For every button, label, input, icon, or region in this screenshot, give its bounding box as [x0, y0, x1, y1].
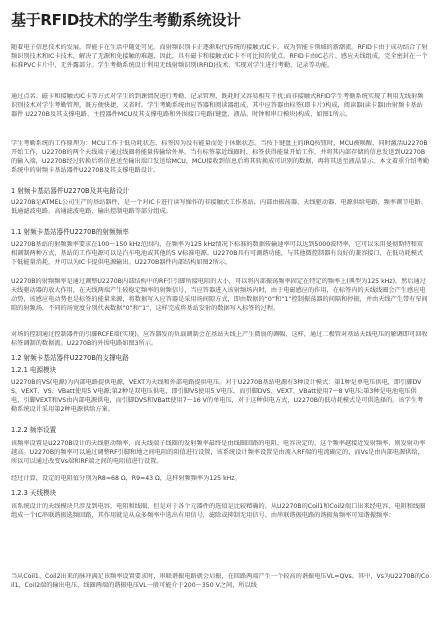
antenna-paragraph-continued: 当从Coil1、Coil2出来的脉冲满足该频率设置要求时，串联谐振电路就会启振，在回路两端产生一个较高的谐振电压VL=QVs。其中，Vs为U2270B的Coil1、Coil2端的输出电压，线圈两端的谐振电压VL一般可能介于200～350 V之间，所以线	[11, 573, 429, 589]
section-1-1-heading: 1.1 射频卡基站器件U2270B的射频频率	[11, 228, 129, 236]
section-1-1-paragraph-c: 对场的控制通过控制器件的引脚RCFE端(实现)。应答器发的负载调制会在基站天线上产生微弱的调幅，这样，通过二极管对基站天线电压的解调即可回收标签调制的数据流。U2270B的外围电路如图3所示。	[11, 331, 428, 347]
section-1-2-1-heading: 1.2.1 电源模块	[11, 366, 57, 374]
section-1-2-heading: 1.2 射频卡基站器件U2270B的支撑电路	[11, 354, 129, 362]
section-1-2-2-heading: 1.2.2 频率设置	[11, 426, 57, 434]
overview-paragraph: 通过点名、磁卡和接触式IC卡等方式对学生的到课情况进行考勤、记录管理，既耗时又容易相互干扰;而非接触式RFID学生考勤系统实现了利用无线射频识别技术对学生考勤管理，既方便快捷，又省时。学生考勤系统由应答器和阅读器组成，其中应答器由标签(即卡片)构成，阅读器(读卡器)由射频卡基站器件 U2270B及其支撑电路、主控器件MCU及其支撑电路和外围接口电路(键盘、液晶、时钟和串口模块)构成，如图1所示。	[11, 93, 424, 118]
section-1-paragraph: U2270B是ATMEL公司生产的基站器件，是一个对IC卡进行读写操作的非接触式工作基站，内部由振荡器、天线驱动器、电源供给电路、频率调节电路、低通滤波电路、高通滤波电路、输出控制电路等部分组成。	[11, 199, 427, 215]
section-1-1-paragraph-b: U2270B的射频频率是通过调整U2270B内部结构中的RF引引脚所接电阻的大小，可以将内部振荡频率固定在特定的频率上(典型为125 kHz)，然后通过天线驱动器的放大作用，在天线两端产生较稳定频率的射频信号，当应答器进入该射频场内时，由于电磁感应的作用，在标签内的天线线圈会产生感应电动势，该感应电动势也是标签的能量来源，将数据写入应答器是采用场间隙方式，即由数据的“0”和“1”控制振荡器的间隔和停振，并由天线产生带有窄间隙的射频场，不同的场宽度分别代表数据“0”和“1”，这样完成将基站发射的数据写入标签的过程。	[11, 278, 428, 312]
intro-paragraph: 随着电子信息技术的发展，智能卡在生活中随处可见。而射频识别卡正逐渐取代传统的接触式IC卡，成为智能卡领域的新潮流。RFID卡由于成功结合了射频识别技术和IC卡技术，解决了无源和免接触的难题，因此，具有磁卡和接触式IC卡不可比拟的优点。RFID卡由IC芯片、感应天线组成，完全密封在一个标准PVC卡片中，无外露部分。学生考勤系统设计利用无线射频识别(RFID)技术，实现对学生进行考勤、记录等功能。	[11, 44, 428, 69]
section-1-1-paragraph-a: U2270B基站的射频频率要求在100～150 kHz范围内，在频率为125 kHz情况下标准的数据传输速率可以达到5000波特率，它可以采用曼彻斯特和双相调制两种方式，基站的工作电源可以是汽车电池或其他的5 V标准电源。U2270B具有可调谐功能，与其他微控制器有良好的兼容接口，在低功耗模式下低能量消耗，并可以为IC卡提供电源输出。U2270B器件内部结构如图2所示。	[11, 241, 424, 266]
principle-paragraph: 学生考勤系统的工作原理为：MCU工作于低功耗状态，标签因为没有能量而处于休眠状态。当按下键盘上的IRQ按钮时，MCU被唤醒，同时激活U2270B 开始工作，U2270B的两个天线端子通过线圈将能量传输给外界。当有标签靠近线圈时，标签获得能量开始工作，并将其内部存储的信息发送到U2270B的输入端，U2270B经过转换后将信息送至输出端口发送给MCU，MCU接收到信息后将其转换成可识别的数据，再将其送至液晶显示。本文着重介绍考勤系统中的射频卡基站器件U2270B及其支撑电路设计。	[11, 140, 429, 174]
document-title: 基于RFID技术的学生考勤系统设计	[11, 11, 241, 29]
section-1-2-3-heading: 1.2.3 天线模块	[11, 489, 57, 497]
section-1-heading: 1 射频卡基站器件U2270B及其电路设计	[11, 187, 130, 195]
frequency-paragraph: 该频率设置是U2270B设计的天线驱动频率，而天线端子线圈的发射频率最终是由线圈回路的电阻、电容决定的，这个频率越接近发射频率，则发射功率越高。U2270B的频率可以通过调整RF引脚和地之间电阻的阻值进行设置，该系统设计频率设置是由流入RF端的电流确定的，而Vs是由内部电源供给，所以可以通过改变Vs端和RF端之间的电阻值进行设置。	[11, 440, 426, 465]
power-module-paragraph: U2270B的VS(电源)为内部电路提供电源，VEXT为天线和外部电路提供电压。对于U2270B基站电源有3种设计模式：第1种是单电压供电，即引脚DVS、VEXT、VS、VBatt使用5 V电源;第2种是双电压供电，即引脚VS使用5 V电压，而引脚DVS、VEXT、VBatt使用7～8 V电压;第3种是电池电压供电，引脚VEXT和VS由内部电源供电，而引脚DVS和VBatt使用7～16 V的单电压，对于这种供电方式，U2270B的低功耗模式是可供选择的。该学生考勤系统设计采用第2种电源供给方案。	[11, 379, 424, 413]
frequency-result-paragraph: 经过计算，设定的电阻值分别为R8=68 Ω，R9=43 Ω，这样射频频率为125 kHz。	[11, 475, 241, 482]
antenna-paragraph: 该系统设计的天线模块只涉及到电容，电阻和线圈，但是对于各个元器件的选值是比较精确的。从U2270B的Coil1和Coil2端口出来经电容、电阻和线圈组成一个IC串联谐振选频回路，其作用就是从众多频率中选出有用信号，滤除或抑制无用信号。由串联谐振电路的谐振角频率可知谐振频率：	[11, 503, 426, 519]
